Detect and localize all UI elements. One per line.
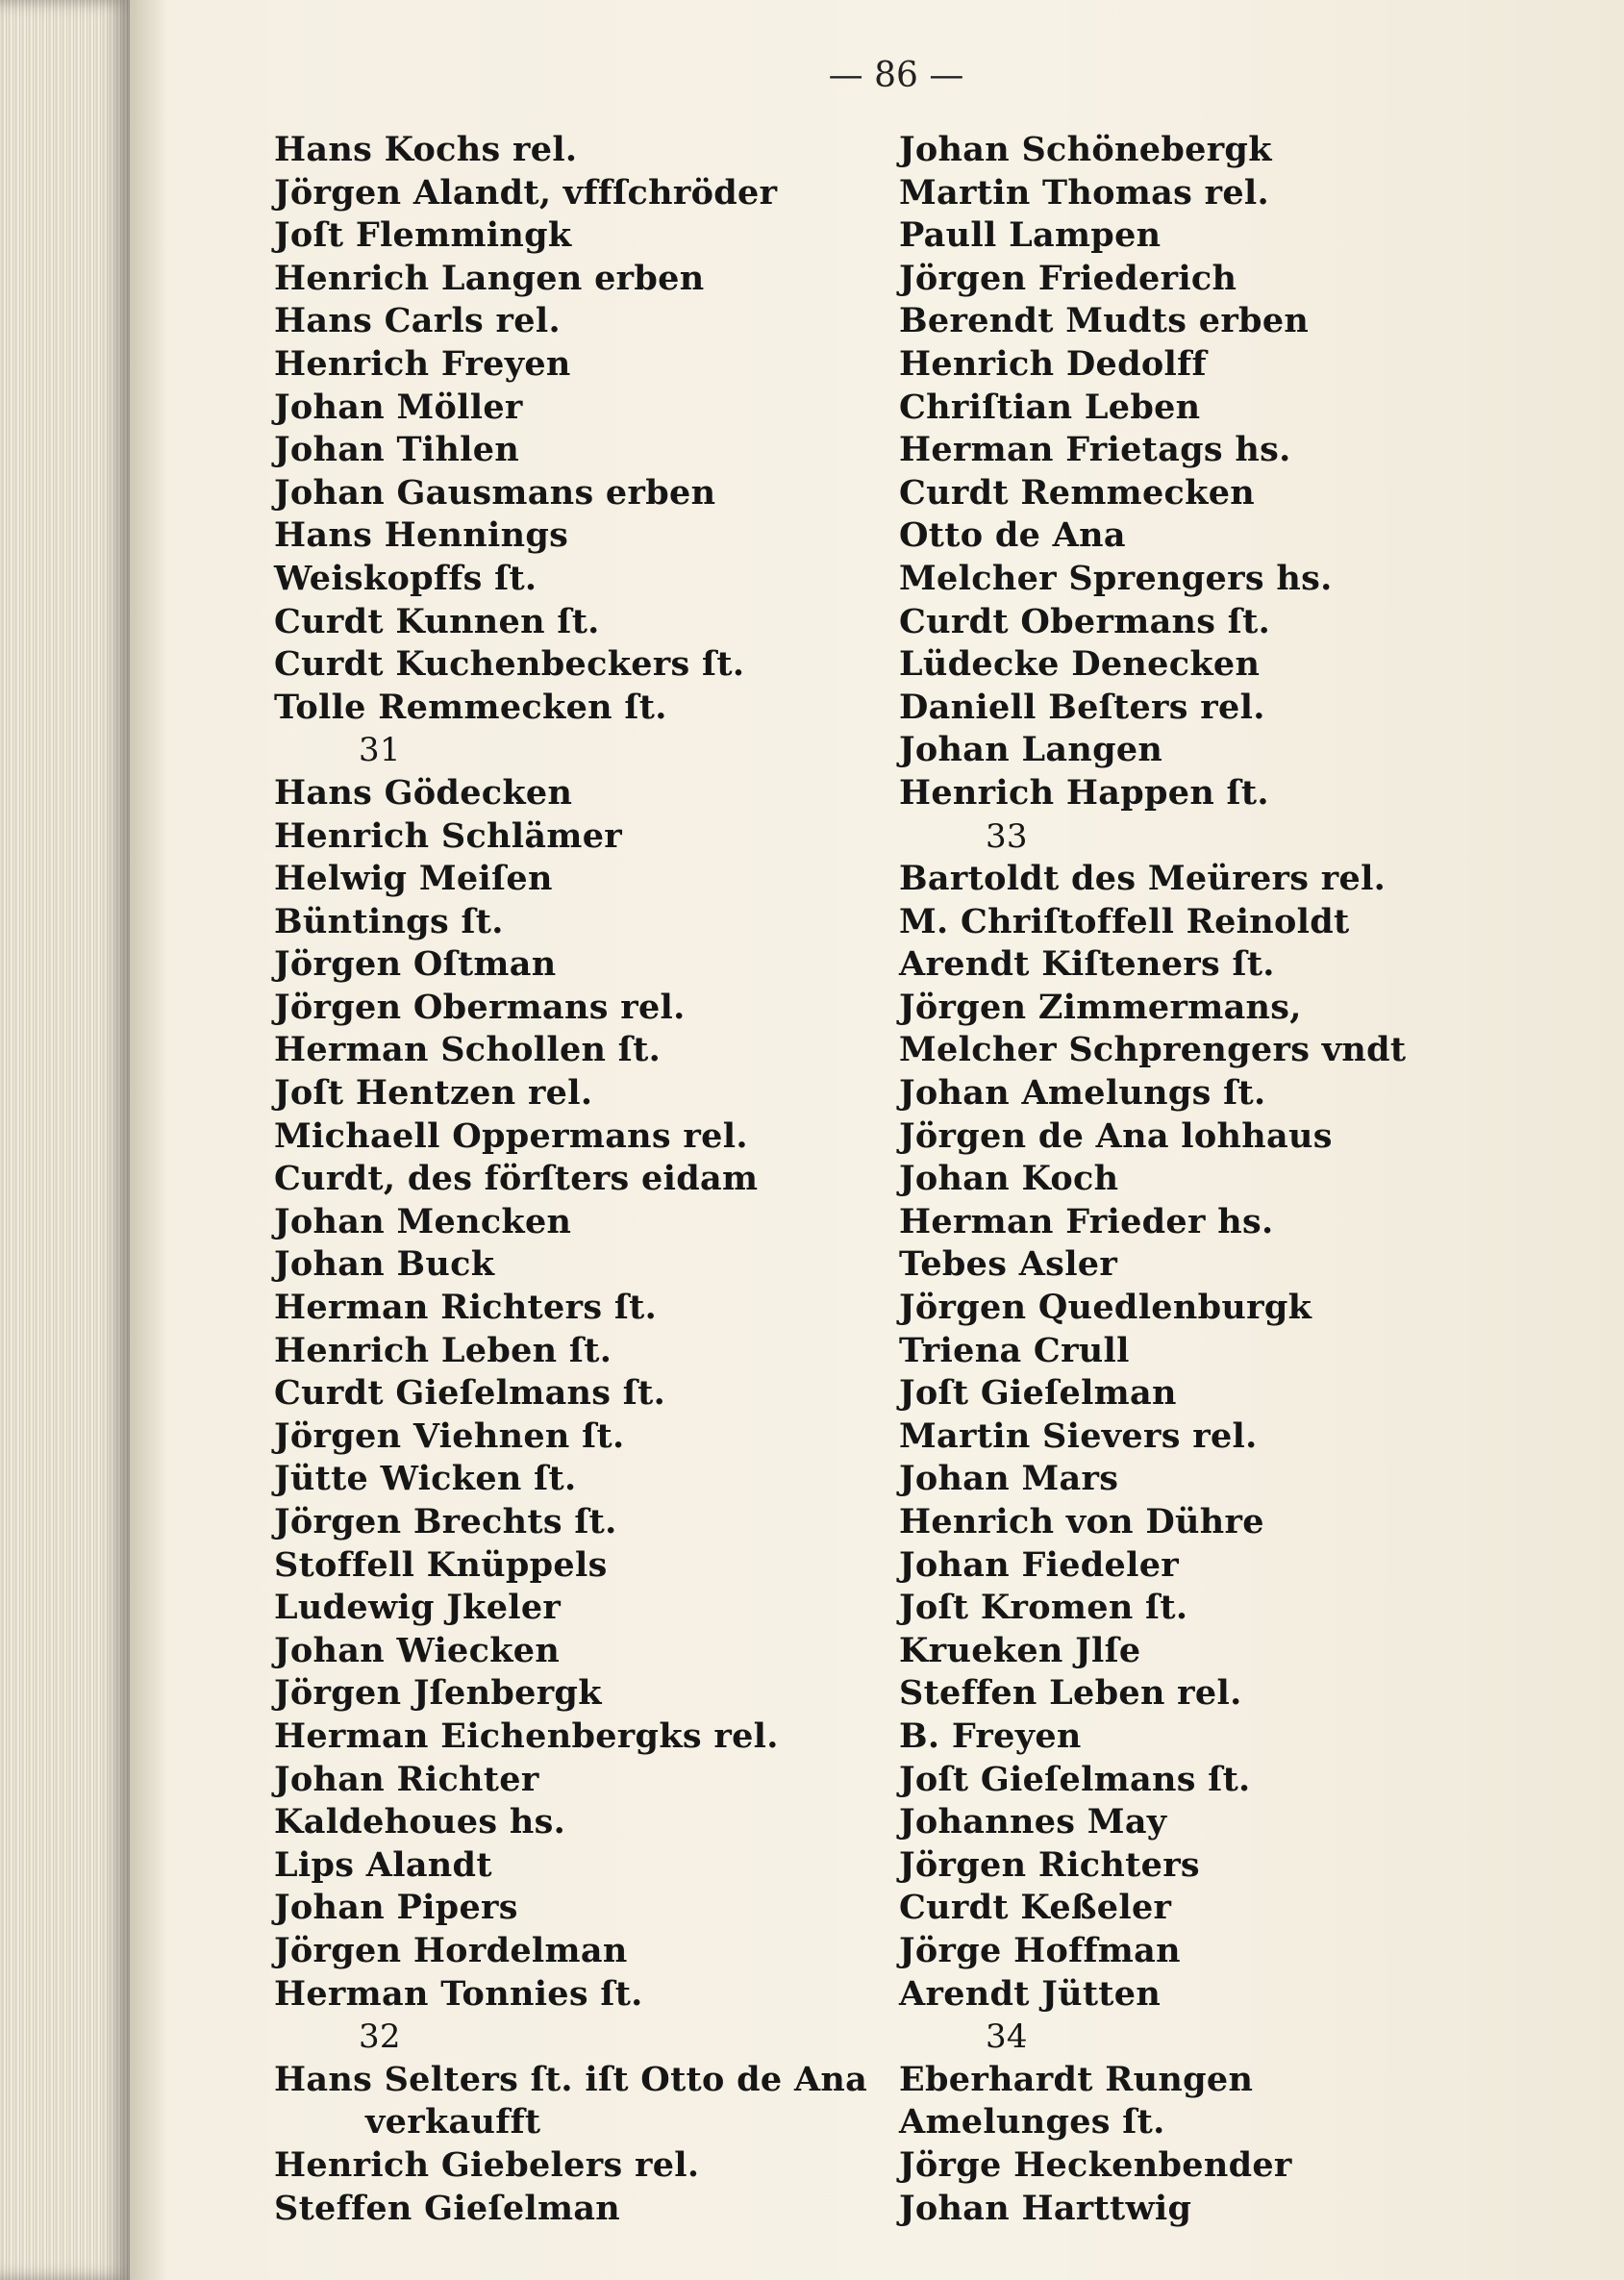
register-entry: Büntings ſt. [274, 901, 504, 941]
register-entry: Johan Koch [899, 1159, 1119, 1199]
register-entry: Daniell Beſters rel. [899, 687, 1265, 727]
register-entry: Joſt Kromen ſt. [899, 1588, 1188, 1628]
register-entry: Jörgen Jſenbergk [274, 1673, 602, 1714]
register-entry: B. Freyen [899, 1716, 1082, 1756]
register-entry: Johan Langen [899, 730, 1163, 770]
register-entry: Johan Pipers [274, 1888, 518, 1928]
register-entry: Ludewig Jkeler [274, 1588, 562, 1628]
register-entry: Lips Alandt [274, 1844, 492, 1885]
register-entry: Martin Sievers rel. [899, 1416, 1258, 1456]
register-entry: Melcher Sprengers hs. [899, 558, 1333, 598]
register-entry: Helwig Meiſen [274, 859, 553, 899]
register-entry: Tebes Asler [899, 1244, 1118, 1285]
register-entry: Steffen Gieſelman [274, 2188, 621, 2228]
register-entry: Hans Gödecken [274, 772, 573, 813]
register-entry: Herman Tonnies ſt. [274, 1973, 643, 2014]
register-entry: Amelunges ſt. [899, 2102, 1165, 2142]
register-entry: Hans Hennings [274, 515, 569, 556]
register-entry: Jörgen Friederich [899, 258, 1237, 298]
register-entry: Curdt Gieſelmans ſt. [274, 1373, 666, 1414]
entry-continuation: verkaufft [365, 2102, 541, 2142]
register-entry: Johan Mencken [274, 1201, 572, 1241]
register-entry: Jörgen Brechts ſt. [274, 1502, 617, 1541]
register-entry: Jörgen Viehnen ſt. [274, 1416, 625, 1456]
register-entry: Steffen Leben rel. [899, 1673, 1242, 1714]
register-entry: Martin Thomas rel. [899, 172, 1269, 213]
register-entry: Henrich Langen erben [274, 258, 705, 298]
register-entry: Johan Harttwig [899, 2188, 1192, 2228]
register-entry: Johan Wiecken [274, 1630, 561, 1670]
register-entry: Jörge Hoffman [899, 1930, 1181, 1970]
register-entry: Paull Lampen [899, 215, 1162, 256]
register-entry: Kaldehoues hs. [274, 1802, 566, 1842]
register-entry: Johan Gausmans erben [274, 472, 716, 513]
page [130, 0, 1624, 2280]
register-entry: Michaell Oppermans rel. [274, 1115, 748, 1156]
section-number: 34 [986, 2017, 1028, 2057]
register-entry: Jörgen Zimmermans, [899, 987, 1302, 1027]
register-entry: Johan Buck [274, 1244, 495, 1285]
register-entry: Curdt, des förſters eidam [274, 1159, 759, 1199]
register-entry: Henrich Schlämer [274, 815, 623, 856]
register-entry: Hans Kochs rel. [274, 130, 578, 169]
register-entry: Herman Richters ſt. [274, 1288, 658, 1328]
register-entry: Curdt Obermans ſt. [899, 601, 1271, 641]
register-entry: Jütte Wicken ſt. [274, 1459, 577, 1499]
register-entry: Arendt Jütten [899, 1973, 1162, 2014]
register-entry: Herman Frietags hs. [899, 430, 1291, 470]
book-page-edges [0, 0, 130, 2280]
register-entry: Eberhardt Rungen [899, 2059, 1254, 2099]
register-entry: M. Chriſtoffell Reinoldt [899, 901, 1350, 941]
register-entry: Henrich Giebelers rel. [274, 2144, 700, 2185]
section-number: 33 [986, 816, 1028, 856]
register-entry: Chriſtian Leben [899, 387, 1201, 427]
register-entry: Jörgen de Ana lohhaus [899, 1115, 1333, 1156]
register-entry: Bartoldt des Meürers rel. [899, 859, 1387, 899]
register-entry: Herman Eichenbergks rel. [274, 1716, 779, 1756]
register-entry: Otto de Ana [899, 515, 1126, 556]
register-entry: Curdt Remmecken [899, 472, 1256, 513]
register-entry: Johan Amelungs ſt. [899, 1073, 1266, 1114]
register-entry: Johan Richter [274, 1759, 539, 1799]
register-entry: Triena Crull [899, 1330, 1130, 1370]
register-entry: Jörgen Oſtman [274, 944, 557, 985]
register-entry: Jörgen Richters [899, 1844, 1200, 1885]
section-number: 31 [359, 731, 401, 770]
register-entry: Hans Carls rel. [274, 301, 561, 341]
register-entry: Herman Frieder hs. [899, 1201, 1274, 1241]
register-entry: Henrich Happen ſt. [899, 772, 1269, 813]
register-entry: Johan Tihlen [274, 430, 520, 470]
register-entry: Henrich Freyen [274, 343, 571, 384]
register-entry: Curdt Kuchenbeckers ſt. [274, 644, 745, 685]
register-entry: Lüdecke Denecken [899, 644, 1261, 685]
register-entry: Herman Schollen ſt. [274, 1030, 662, 1070]
register-entry: Henrich Leben ſt. [274, 1330, 612, 1370]
section-number: 32 [359, 2017, 401, 2057]
register-entry: Johan Möller [274, 387, 523, 427]
register-entry: Arendt Kiſteners ſt. [899, 944, 1275, 985]
register-entry: Jörgen Hordelman [274, 1930, 628, 1970]
register-entry: Melcher Schprengers vndt [899, 1030, 1407, 1070]
register-entry: Henrich Dedolff [899, 343, 1207, 384]
register-entry: Joſt Gieſelmans ſt. [899, 1759, 1251, 1799]
register-entry: Krueken Jlſe [899, 1630, 1141, 1670]
register-entry: Johan Schönebergk [899, 130, 1272, 169]
register-entry: Curdt Kunnen ſt. [274, 601, 600, 641]
register-entry: Weiskopffs ſt. [274, 558, 537, 598]
register-entry: Jörgen Obermans rel. [274, 987, 686, 1027]
register-entry: Hans Selters ſt. iſt Otto de Ana [274, 2059, 868, 2099]
register-entry: Jörgen Quedlenburgk [899, 1288, 1312, 1328]
register-entry: Stoffell Knüppels [274, 1544, 608, 1585]
register-entry: Joſt Gieſelman [899, 1373, 1177, 1414]
register-entry: Johan Fiedeler [899, 1544, 1180, 1585]
register-entry: Jörge Heckenbender [899, 2144, 1292, 2185]
register-entry: Berendt Mudts erben [899, 301, 1310, 341]
register-entry: Henrich von Dühre [899, 1502, 1264, 1541]
register-entry: Johannes May [899, 1802, 1167, 1842]
register-entry: Joſt Hentzen rel. [274, 1073, 593, 1114]
page-number: — 86 — [828, 56, 964, 95]
register-entry: Joſt Flemmingk [274, 215, 572, 256]
register-entry: Curdt Keßeler [899, 1888, 1172, 1928]
register-entry: Johan Mars [899, 1459, 1119, 1499]
register-entry: Tolle Remmecken ſt. [274, 687, 667, 727]
register-entry: Jörgen Alandt, vffſchröder [274, 172, 778, 213]
right-column [899, 129, 1611, 2230]
